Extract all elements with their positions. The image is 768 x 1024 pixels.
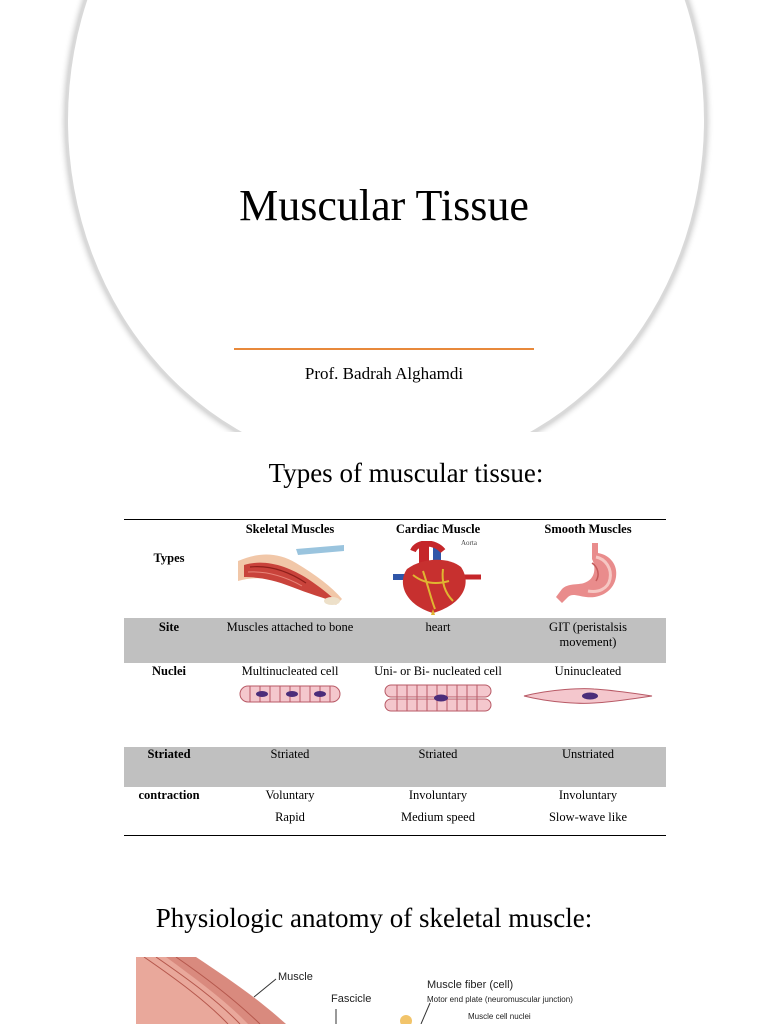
column-cardiac xyxy=(366,520,510,618)
table-cell xyxy=(214,663,366,747)
nuclei-label: Nuclei xyxy=(151,663,187,678)
stomach-image xyxy=(552,541,624,605)
row-label: contraction xyxy=(138,787,200,802)
nuclei-anatomy-label: Muscle cell nuclei xyxy=(468,1012,531,1021)
column-header: Skeletal Muscles xyxy=(245,522,335,536)
table-cell xyxy=(366,663,510,747)
title-slide xyxy=(0,0,768,432)
column-header: Cardiac Muscle xyxy=(395,522,481,536)
smooth-fiber-icon xyxy=(522,687,654,705)
table-cell: Involuntary xyxy=(558,787,618,802)
skeletal-muscle-arm-image xyxy=(236,541,344,607)
table-row xyxy=(124,520,666,618)
aorta-label: Aorta xyxy=(461,539,477,547)
nuclei-text: Multinucleated cell xyxy=(241,663,339,678)
heart-figure xyxy=(383,539,493,615)
heart-image xyxy=(383,541,483,615)
cardiac-fiber-icon xyxy=(383,683,493,713)
muscle-types-table xyxy=(124,519,666,836)
fiber-label: Muscle fiber (cell) xyxy=(427,979,514,991)
row-label: Striated xyxy=(124,747,214,787)
column-header: Smooth Muscles xyxy=(544,522,632,536)
table-cell: Unstriated xyxy=(510,747,666,787)
row-label: Site xyxy=(124,618,214,663)
table-row xyxy=(124,787,666,810)
fascicle-label: Fascicle xyxy=(331,993,372,1005)
anatomy-heading: Physiologic anatomy of skeletal muscle: xyxy=(155,903,593,933)
table-row xyxy=(124,663,666,747)
table-cell: Rapid xyxy=(275,809,305,824)
table-row xyxy=(124,618,666,663)
table-cell xyxy=(510,663,666,747)
types-label: Types xyxy=(153,551,185,566)
muscle-bundle-image xyxy=(136,957,614,1024)
row-label xyxy=(124,663,214,747)
column-skeletal xyxy=(214,520,366,618)
types-heading: Types of muscular tissue: xyxy=(268,458,544,488)
table-row xyxy=(124,810,666,836)
table-cell: Involuntary xyxy=(408,787,468,802)
multinucleated-fiber-icon xyxy=(238,683,342,705)
skeletal-muscle-anatomy-figure xyxy=(136,957,614,1024)
nuclei-text: Uninucleated xyxy=(554,663,622,678)
table-cell: Slow-wave like xyxy=(548,809,628,824)
row-label xyxy=(124,810,214,836)
slide-title: Muscular Tissue xyxy=(239,181,529,230)
accent-rule xyxy=(234,348,534,350)
table-cell: Medium speed xyxy=(401,809,475,824)
endplate-label: Motor end plate (neuromuscular junction) xyxy=(427,995,573,1004)
table-cell: GIT (peristalsis movement) xyxy=(510,618,666,663)
table-cell: Striated xyxy=(366,747,510,787)
column-smooth xyxy=(510,520,666,618)
author-name: Prof. Badrah Alghamdi xyxy=(304,364,464,383)
table-cell: Muscles attached to bone xyxy=(214,618,366,663)
table-cell: heart xyxy=(366,618,510,663)
muscle-label: Muscle xyxy=(278,971,313,983)
table-cell: Voluntary xyxy=(265,787,315,802)
row-label xyxy=(124,520,214,618)
table-cell: Striated xyxy=(214,747,366,787)
table-row xyxy=(124,747,666,787)
nuclei-text: Uni- or Bi- nucleated cell xyxy=(374,663,502,678)
